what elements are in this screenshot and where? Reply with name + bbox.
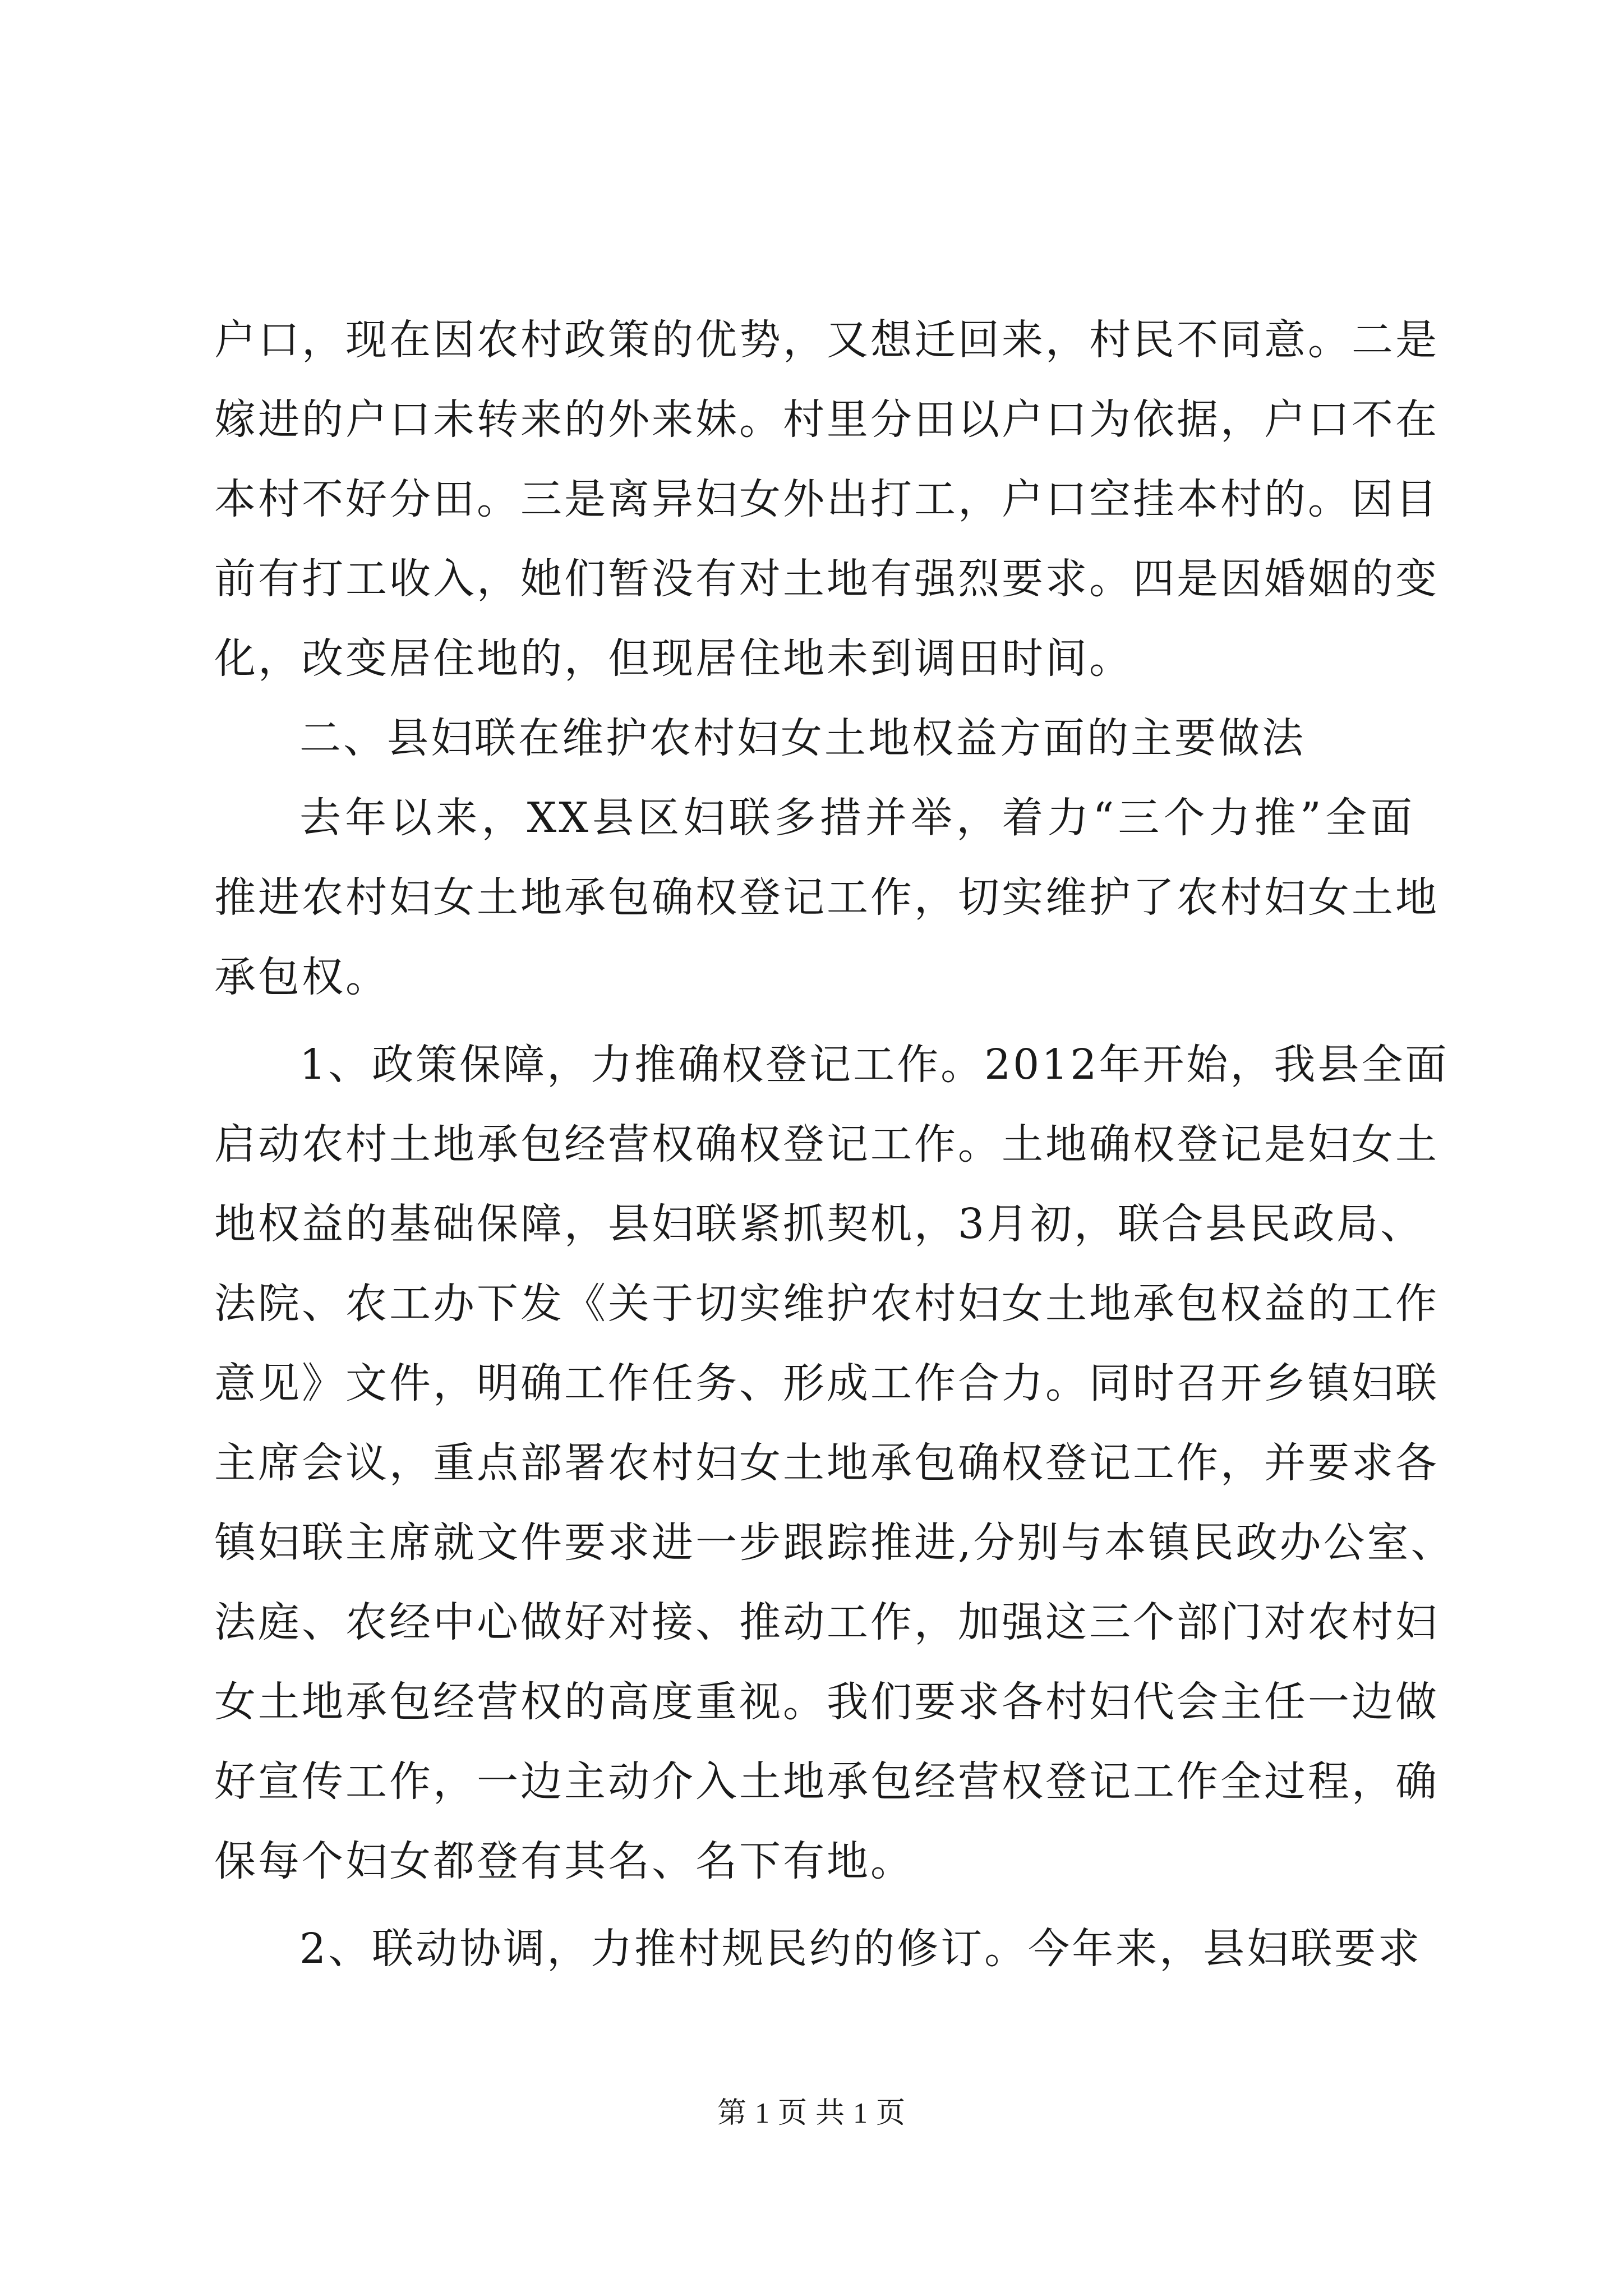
text-line: 主席会议，重点部署农村妇女土地承包确权登记工作，并要求各 [214, 1439, 1439, 1487]
text-line: 承包权。 [214, 953, 389, 1001]
section-heading: 二、县妇联在维护农村妇女土地权益方面的主要做法 [299, 714, 1306, 762]
paragraph-first-line: 2、联动协调，力推村规民约的修订。今年来，县妇联要求 [299, 1925, 1422, 1973]
paragraph-first-line: 去年以来，XX县区妇联多措并举，着力“三个力推”全面 [299, 794, 1414, 842]
text-line: 嫁进的户口未转来的外来妹。村里分田以户口为依据，户口不在 [214, 395, 1439, 444]
text-line: 保每个妇女都登有其名、名下有地。 [214, 1837, 914, 1885]
text-line: 启动农村土地承包经营权确权登记工作。土地确权登记是妇女土 [214, 1120, 1439, 1168]
text-line: 镇妇联主席就文件要求进一步跟踪推进,分别与本镇民政办公室、 [214, 1519, 1455, 1567]
paragraph-first-line: 1、政策保障，力推确权登记工作。2012年开始，我县全面 [299, 1041, 1449, 1089]
text-line: 前有打工收入，她们暂没有对土地有强烈要求。四是因婚姻的变 [214, 555, 1439, 603]
text-line: 本村不好分田。三是离异妇女外出打工，户口空挂本村的。因目 [214, 475, 1439, 523]
text-line: 法庭、农经中心做好对接、推动工作，加强这三个部门对农村妇 [214, 1598, 1439, 1646]
text-line: 意见》文件，明确工作任务、形成工作合力。同时召开乡镇妇联 [214, 1359, 1439, 1407]
text-line: 女土地承包经营权的高度重视。我们要求各村妇代会主任一边做 [214, 1678, 1439, 1726]
page-footer: 第 1 页 共 1 页 [717, 2097, 906, 2129]
document-body [214, 300, 1455, 1989]
text-line: 法院、农工办下发《关于切实维护农村妇女土地承包权益的工作 [214, 1280, 1439, 1328]
text-line: 户口，现在因农村政策的优势，又想迁回来，村民不同意。二是 [214, 316, 1439, 364]
text-line: 好宣传工作，一边主动介入土地承包经营权登记工作全过程，确 [214, 1757, 1439, 1806]
text-line: 化，改变居住地的，但现居住地未到调田时间。 [214, 634, 1133, 683]
text-line: 推进农村妇女土地承包确权登记工作，切实维护了农村妇女土地 [214, 873, 1439, 922]
text-line: 地权益的基础保障，县妇联紧抓契机，3月初，联合县民政局、 [214, 1200, 1424, 1248]
